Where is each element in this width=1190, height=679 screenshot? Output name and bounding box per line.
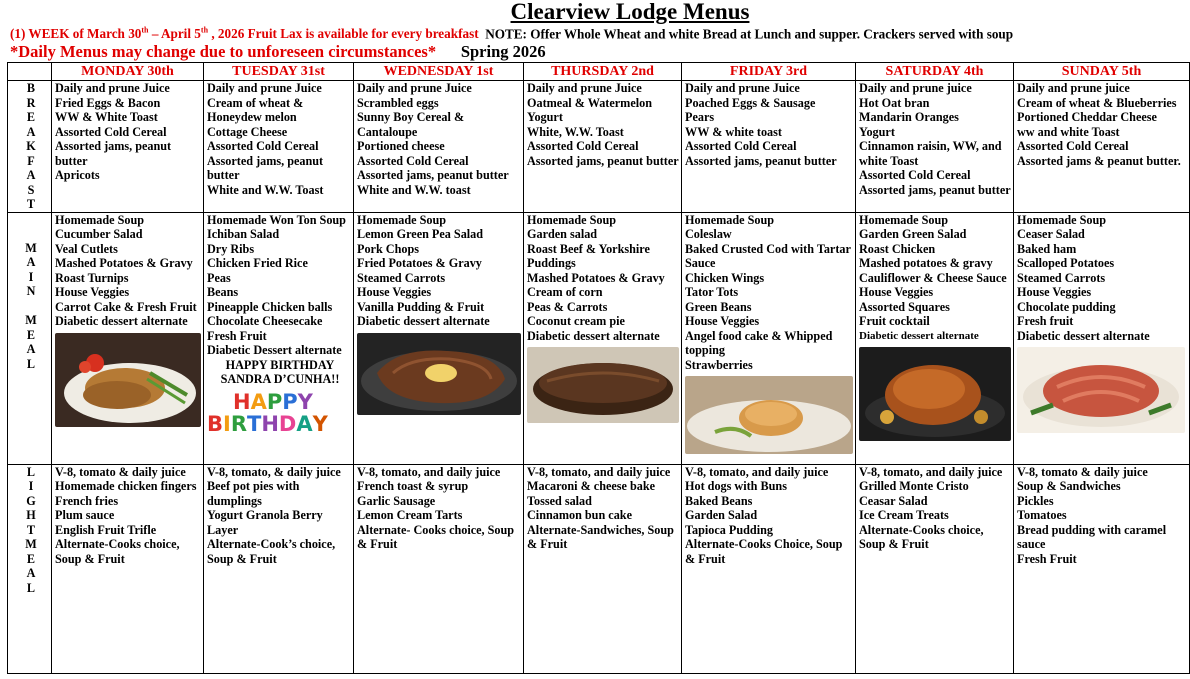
- menu-item: Mashed Potatoes & Gravy: [527, 270, 665, 285]
- menu-item: Homemade Soup: [527, 212, 617, 227]
- section-letter: A: [26, 566, 36, 580]
- menu-item: Steamed Carrots: [1017, 270, 1106, 285]
- menu-item: Ichiban Salad: [207, 227, 280, 241]
- menu-item: Lemon Green Pea Salad: [357, 227, 484, 241]
- menu-item: Daily and prune Juice: [207, 81, 322, 95]
- pork-chop-photo: [357, 333, 521, 415]
- breakfast-section-label: [8, 81, 52, 213]
- menu-item: Pineapple Chicken balls: [207, 299, 333, 314]
- menu-item: Peas & Carrots: [527, 299, 608, 314]
- breakfast-thursday: [524, 81, 682, 213]
- menu-item: Scalloped Potatoes: [1017, 256, 1115, 270]
- menu-item: Grilled Monte Cristo: [859, 479, 969, 493]
- menu-item: Ceaser Salad: [1017, 227, 1085, 241]
- section-letter: E: [26, 110, 36, 124]
- menu-item: House Veggies: [1017, 285, 1092, 299]
- menu-item: Assorted jams, peanut butter: [527, 153, 679, 168]
- week-line: [10, 26, 1013, 42]
- birthday-letter: Y: [297, 389, 313, 414]
- menu-item: Mashed Potatoes & Gravy: [55, 256, 193, 270]
- birthday-letter: D: [278, 411, 297, 436]
- menu-item: Yogurt: [527, 110, 563, 124]
- menu-item: Assorted Cold Cereal: [1017, 139, 1129, 153]
- menu-item: Coleslaw: [685, 227, 732, 241]
- menu-item: Assorted jams, peanut butter: [357, 168, 509, 182]
- menu-item: Cinnamon bun cake: [527, 508, 632, 522]
- menu-item: Daily and prune Juice: [55, 81, 170, 95]
- page-title: Clearview Lodge Menus: [510, 0, 750, 24]
- menu-item: Mashed potatoes & gravy: [859, 256, 993, 270]
- menu-item: Cream of wheat & Blueberries: [1017, 95, 1177, 110]
- section-letter: M: [25, 240, 37, 255]
- roast-beef-photo: [527, 347, 679, 423]
- menu-item: Sunny Boy Cereal & Cantaloupe: [357, 110, 465, 139]
- menu-item: Poached Eggs & Sausage: [685, 95, 816, 110]
- menu-item: Garden Green Salad: [859, 227, 967, 241]
- menu-item: Baked ham: [1017, 241, 1077, 256]
- menu-item: Assorted Cold Cereal: [527, 139, 639, 153]
- light-thursday: [524, 464, 682, 673]
- menu-item: House Veggies: [55, 285, 130, 299]
- menu-item: Fresh Fruit: [207, 328, 267, 343]
- menu-item: V-8, tomato, and daily juice: [357, 464, 501, 479]
- light-meal-row: [8, 464, 1190, 673]
- menu-item: Garden Salad: [685, 508, 758, 522]
- menu-item: French toast & syrup: [357, 479, 469, 493]
- light-monday: [52, 464, 204, 673]
- menu-item: Chocolate Cheesecake: [207, 314, 323, 328]
- menu-item: Assorted jams, peanut butter: [55, 139, 172, 168]
- menu-item: Roast Turnips: [55, 270, 129, 285]
- menu-item: House Veggies: [859, 285, 934, 299]
- menu-item: White and W.W. Toast: [207, 182, 324, 197]
- menu-item: French fries: [55, 493, 119, 508]
- menu-item: Pickles: [1017, 493, 1054, 508]
- menu-item: Cream of corn: [527, 285, 603, 299]
- menu-item: Tapioca Pudding: [685, 522, 773, 537]
- menu-item: Alternate-Cooks Choice, Soup & Fruit: [685, 537, 843, 566]
- section-letter: T: [26, 197, 36, 211]
- day-header-row: [8, 63, 1190, 81]
- menu-item: Baked Crusted Cod with Tartar Sauce: [685, 241, 851, 270]
- menu-item: Garden salad: [527, 227, 598, 241]
- menu-item: V-8, tomato & daily juice: [1017, 464, 1148, 479]
- section-letter: [11, 299, 51, 314]
- menu-item: Chicken Fried Rice: [207, 256, 308, 270]
- day-header-friday: FRIDAY 3rd: [682, 63, 856, 81]
- menu-item: Fried Potatoes & Gravy: [357, 256, 482, 270]
- menu-item: Honeydew melon: [207, 110, 297, 124]
- section-letter: B: [26, 81, 36, 95]
- menu-item: Assorted Cold Cereal: [55, 124, 167, 139]
- roast-chicken-photo: [859, 347, 1011, 441]
- main-meal-row: [8, 212, 1190, 464]
- birthday-letter: A: [250, 389, 267, 414]
- main-wednesday: [354, 212, 524, 464]
- menu-item: Beef pot pies with dumplings: [207, 479, 300, 508]
- menu-item: Soup & Sandwiches: [1017, 479, 1121, 493]
- menu-item: Angel food cake & Whipped topping: [685, 328, 833, 357]
- birthday-letter: H: [233, 389, 251, 414]
- day-header-thursday: THURSDAY 2nd: [524, 63, 682, 81]
- light-wednesday: [354, 464, 524, 673]
- birthday-letter: I: [223, 411, 231, 436]
- menu-item: White, W.W. Toast: [527, 124, 624, 139]
- birthday-letter: A: [296, 411, 313, 436]
- breakfast-saturday: [856, 81, 1014, 213]
- menu-item: Fresh fruit: [1017, 314, 1074, 328]
- menu-item: Homemade Soup: [685, 212, 775, 227]
- menu-item: Diabetic dessert alternate: [1017, 328, 1150, 343]
- menu-item: Daily and prune juice: [859, 81, 972, 95]
- menu-item: House Veggies: [357, 285, 432, 299]
- menu-item: Alternate-Cooks choice, Soup & Fruit: [859, 522, 984, 551]
- section-letter: H: [26, 508, 36, 522]
- menu-change-notice: *Daily Menus may change due to unforeseen circumstances*: [10, 42, 437, 61]
- section-letter: A: [26, 255, 36, 269]
- menu-item: Fruit cocktail: [859, 314, 930, 328]
- main-friday: [682, 212, 856, 464]
- menu-item: Cream of wheat &: [207, 95, 304, 110]
- birthday-greeting: SANDRA D’CUNHA!!: [220, 372, 340, 386]
- happy-birthday-graphic: [207, 391, 353, 435]
- section-letter: R: [26, 95, 36, 110]
- season-label: Spring 2026: [460, 42, 546, 61]
- light-friday: [682, 464, 856, 673]
- section-letter: S: [27, 182, 35, 197]
- section-letter: G: [26, 493, 36, 508]
- main-thursday: [524, 212, 682, 464]
- day-header-sunday: SUNDAY 5th: [1014, 63, 1190, 81]
- menu-item: Oatmeal & Watermelon: [527, 95, 653, 110]
- menu-item: Garlic Sausage: [357, 493, 436, 508]
- menu-item: Homemade chicken fingers: [55, 479, 197, 493]
- menu-item: Mandarin Oranges: [859, 110, 959, 124]
- menu-item: Ceasar Salad: [859, 493, 928, 508]
- menu-item: Tator Tots: [685, 285, 739, 299]
- menu-item: Vanilla Pudding & Fruit: [357, 299, 485, 314]
- baked-ham-photo: [1017, 347, 1185, 433]
- birthday-letter: T: [247, 411, 262, 436]
- baked-cod-photo: [685, 376, 853, 454]
- day-header-saturday: SATURDAY 4th: [856, 63, 1014, 81]
- section-letter: L: [26, 464, 36, 479]
- breakfast-row: [8, 81, 1190, 213]
- menu-item: Apricots: [55, 168, 100, 182]
- corner-cell: [8, 63, 52, 81]
- breakfast-tuesday: [204, 81, 354, 213]
- menu-item: Strawberries: [685, 357, 753, 372]
- menu-item: Steamed Carrots: [357, 270, 446, 285]
- menu-item: Daily and prune juice: [1017, 81, 1130, 95]
- breakfast-wednesday: [354, 81, 524, 213]
- menu-item: Alternate-Cooks choice, Soup & Fruit: [55, 537, 180, 566]
- menu-item: V-8, tomato & daily juice: [55, 464, 186, 479]
- menu-item: Green Beans: [685, 299, 752, 314]
- menu-item: Homemade Soup: [357, 212, 447, 227]
- menu-item: Tomatoes: [1017, 508, 1067, 522]
- light-tuesday: [204, 464, 354, 673]
- menu-item: Assorted jams, peanut butter: [207, 153, 324, 182]
- menu-item: Portioned Cheddar Cheese: [1017, 110, 1157, 124]
- menu-item: WW & White Toast: [55, 110, 158, 124]
- menu-item: Assorted Squares: [859, 299, 950, 314]
- notice-line: [10, 42, 546, 62]
- section-letter: E: [26, 551, 36, 566]
- menu-item: Carrot Cake & Fresh Fruit: [55, 299, 197, 314]
- menu-item: ww and white Toast: [1017, 124, 1120, 139]
- menu-item: Alternate-Cook’s choice, Soup & Fruit: [207, 537, 336, 566]
- menu-item: Yogurt: [859, 124, 895, 139]
- section-letter: I: [28, 269, 34, 284]
- menu-item: Daily and prune Juice: [357, 81, 472, 95]
- menu-item: Scrambled eggs: [357, 95, 439, 110]
- menu-item: Chocolate pudding: [1017, 299, 1116, 314]
- menu-item: Lemon Cream Tarts: [357, 508, 463, 522]
- birthday-letter: B: [207, 411, 224, 436]
- menu-item: Alternate-Sandwiches, Soup & Fruit: [527, 522, 674, 551]
- menu-item: Ice Cream Treats: [859, 508, 949, 522]
- menu-item: Assorted jams & peanut butter.: [1017, 153, 1181, 168]
- section-letter: I: [28, 479, 34, 493]
- menu-item: Assorted jams, peanut butter: [685, 153, 837, 168]
- light-meal-section-label: [8, 464, 52, 673]
- menu-item: Homemade Soup: [1017, 212, 1107, 227]
- birthday-letter: R: [230, 411, 248, 436]
- menu-item: Homemade Soup: [859, 212, 949, 227]
- birthday-letter: H: [261, 411, 279, 436]
- menu-item: Bread pudding with caramel sauce: [1017, 522, 1167, 551]
- birthday-greeting: HAPPY BIRTHDAY: [225, 357, 335, 372]
- bread-note: NOTE: Offer Whole Wheat and white Bread at Lunch and supper. Crackers served with soup: [485, 26, 1014, 42]
- section-letter: A: [26, 124, 36, 139]
- menu-item: Portioned cheese: [357, 139, 445, 153]
- section-letter: M: [25, 537, 37, 551]
- menu-item: Fried Eggs & Bacon: [55, 95, 161, 110]
- week-info: (1) WEEK of March 30th – April 5th , 2026 Fruit Lax is available for every breakfast: [10, 26, 479, 42]
- menu-item: WW & white toast: [685, 124, 782, 139]
- birthday-letter: Y: [312, 411, 328, 436]
- menu-item: Dry Ribs: [207, 241, 255, 256]
- menu-item: Daily and prune Juice: [685, 81, 800, 95]
- section-letter: L: [26, 356, 36, 371]
- section-letter: N: [26, 284, 36, 298]
- menu-item: Roast Beef & Yorkshire Puddings: [527, 241, 650, 270]
- section-letter: F: [27, 153, 35, 168]
- menu-item: Coconut cream pie: [527, 314, 625, 328]
- menu-item: Assorted Cold Cereal: [357, 153, 469, 168]
- main-tuesday: [204, 212, 354, 464]
- menu-item: Beans: [207, 285, 239, 299]
- menu-item: Cucumber Salad: [55, 227, 143, 241]
- menu-item: Daily and prune Juice: [527, 81, 642, 95]
- main-sunday: [1014, 212, 1190, 464]
- day-header-monday: MONDAY 30th: [52, 63, 204, 81]
- birthday-letter: P: [266, 389, 283, 414]
- breakfast-sunday: [1014, 81, 1190, 213]
- day-header-tuesday: TUESDAY 31st: [204, 63, 354, 81]
- light-sunday: [1014, 464, 1190, 673]
- menu-item: Diabetic dessert alternate: [55, 314, 188, 328]
- menu-item: House Veggies: [685, 314, 760, 328]
- menu-item: Diabetic Dessert alternate: [207, 343, 342, 357]
- menu-item: Cinnamon raisin, WW, and white Toast: [859, 139, 1002, 168]
- menu-item: Cottage Cheese: [207, 124, 288, 139]
- menu-item: Yogurt Granola Berry Layer: [207, 508, 323, 537]
- section-letter: M: [25, 313, 37, 327]
- menu-item: V-8, tomato, and daily juice: [859, 464, 1003, 479]
- main-saturday: [856, 212, 1014, 464]
- menu-item: Diabetic dessert alternate: [527, 328, 660, 343]
- menu-item: Assorted Cold Cereal: [685, 139, 797, 153]
- menu-item: Fresh Fruit: [1017, 551, 1077, 566]
- section-letter: K: [26, 139, 36, 153]
- light-saturday: [856, 464, 1014, 673]
- section-letter: A: [26, 342, 36, 356]
- menu-item: Roast Chicken: [859, 241, 936, 256]
- menu-item: English Fruit Trifle: [55, 522, 157, 537]
- menu-item: Plum sauce: [55, 508, 115, 522]
- menu-item: Homemade Won Ton Soup: [207, 212, 346, 227]
- menu-item: Pears: [685, 110, 715, 124]
- menu-item: White and W.W. toast: [357, 182, 471, 197]
- menu-item: Alternate- Cooks choice, Soup & Fruit: [357, 522, 515, 551]
- menu-item: Assorted Cold Cereal: [859, 168, 971, 182]
- menu-item: Pork Chops: [357, 241, 419, 256]
- breakfast-monday: [52, 81, 204, 213]
- menu-item: Baked Beans: [685, 493, 753, 508]
- menu-item: Hot dogs with Buns: [685, 479, 787, 493]
- breakfast-friday: [682, 81, 856, 213]
- birthday-letter: P: [282, 389, 298, 414]
- section-letter: L: [26, 580, 36, 595]
- diabetic-dessert-note: Diabetic dessert alternate: [859, 329, 979, 342]
- menu-item: Assorted jams, peanut butter: [859, 182, 1011, 197]
- main-monday: [52, 212, 204, 464]
- menu-item: Tossed salad: [527, 493, 592, 508]
- veal-cutlet-photo: [55, 333, 201, 427]
- menu-item: V-8, tomato, and daily juice: [527, 464, 671, 479]
- section-letter: A: [26, 168, 36, 182]
- section-letter: E: [26, 327, 36, 342]
- day-header-wednesday: WEDNESDAY 1st: [354, 63, 524, 81]
- menu-table: [7, 62, 1190, 674]
- main-meal-section-label: [8, 212, 52, 464]
- menu-item: Assorted Cold Cereal: [207, 139, 319, 153]
- menu-item: Peas: [207, 270, 231, 285]
- menu-item: Veal Cutlets: [55, 241, 118, 256]
- menu-item: V-8, tomato, & daily juice: [207, 464, 341, 479]
- section-letter: T: [26, 522, 36, 537]
- menu-item: Homemade Soup: [55, 212, 145, 227]
- menu-item: Hot Oat bran: [859, 95, 930, 110]
- menu-item: Chicken Wings: [685, 270, 765, 285]
- menu-item: Cauliflower & Cheese Sauce: [859, 270, 1007, 285]
- menu-item: Diabetic dessert alternate: [357, 314, 490, 328]
- menu-item: Macaroni & cheese bake: [527, 479, 656, 493]
- menu-item: V-8, tomato, and daily juice: [685, 464, 829, 479]
